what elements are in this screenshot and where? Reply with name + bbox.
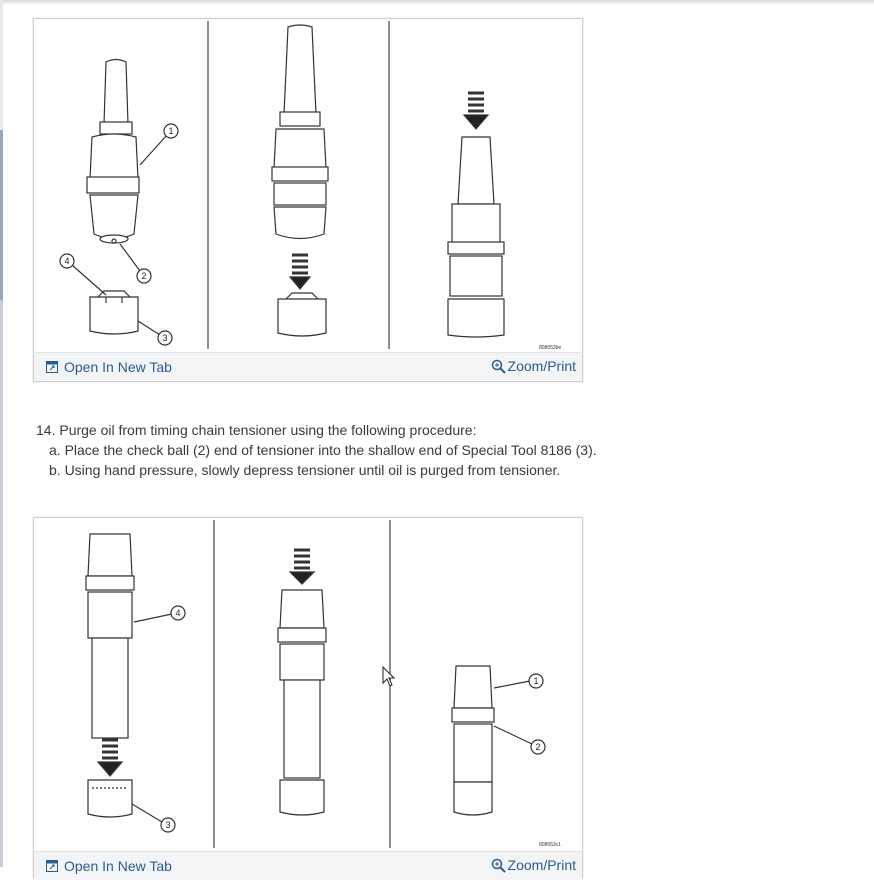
zoom-print-link[interactable]: [491, 358, 576, 374]
zoom-icon: [491, 359, 506, 374]
callout-2: 2: [141, 271, 147, 281]
open-tab-label: Open In New Tab: [64, 359, 172, 375]
open-new-tab-icon: [46, 361, 58, 373]
substep-b: b. Using hand pressure, slowly depress tensioner until oil is purged from tensioner.: [49, 462, 561, 478]
figure-1-illustration: [34, 19, 582, 352]
callout-1: 1: [168, 126, 174, 136]
figure-1: [33, 18, 583, 382]
figure-2-illustration: [34, 518, 582, 851]
zoom-icon: [491, 858, 506, 873]
callout-4: 4: [175, 608, 181, 618]
callout-3: 3: [165, 820, 171, 830]
figure-code: 808653be: [539, 345, 562, 351]
callout-1: 1: [533, 676, 539, 686]
step-14: 14. Purge oil from timing chain tensioner using the following procedure:: [36, 422, 477, 438]
callout-3: 3: [162, 333, 168, 343]
open-tab-label: Open In New Tab: [64, 858, 172, 874]
window-left-edge: [0, 0, 3, 867]
zoom-print-label: Zoom/Print: [507, 358, 576, 374]
callout-2: 2: [535, 742, 541, 752]
figure-2: [33, 517, 583, 879]
callout-4: 4: [64, 256, 70, 266]
figure-code: 808653c1: [539, 842, 561, 848]
procedure-steps: [36, 420, 597, 480]
zoom-print-label: Zoom/Print: [507, 857, 576, 873]
open-in-new-tab-link[interactable]: [46, 359, 172, 375]
mouse-pointer-icon: [382, 666, 396, 688]
open-new-tab-icon: [46, 860, 58, 872]
figure-toolbar: [34, 352, 582, 381]
open-in-new-tab-link[interactable]: [46, 858, 172, 874]
zoom-print-link[interactable]: [491, 857, 576, 873]
figure-toolbar: [34, 851, 582, 880]
substep-a: a. Place the check ball (2) end of tensioner into the shallow end of Special Tool 8186 (3).: [49, 442, 597, 458]
window-top-edge: [0, 0, 874, 5]
